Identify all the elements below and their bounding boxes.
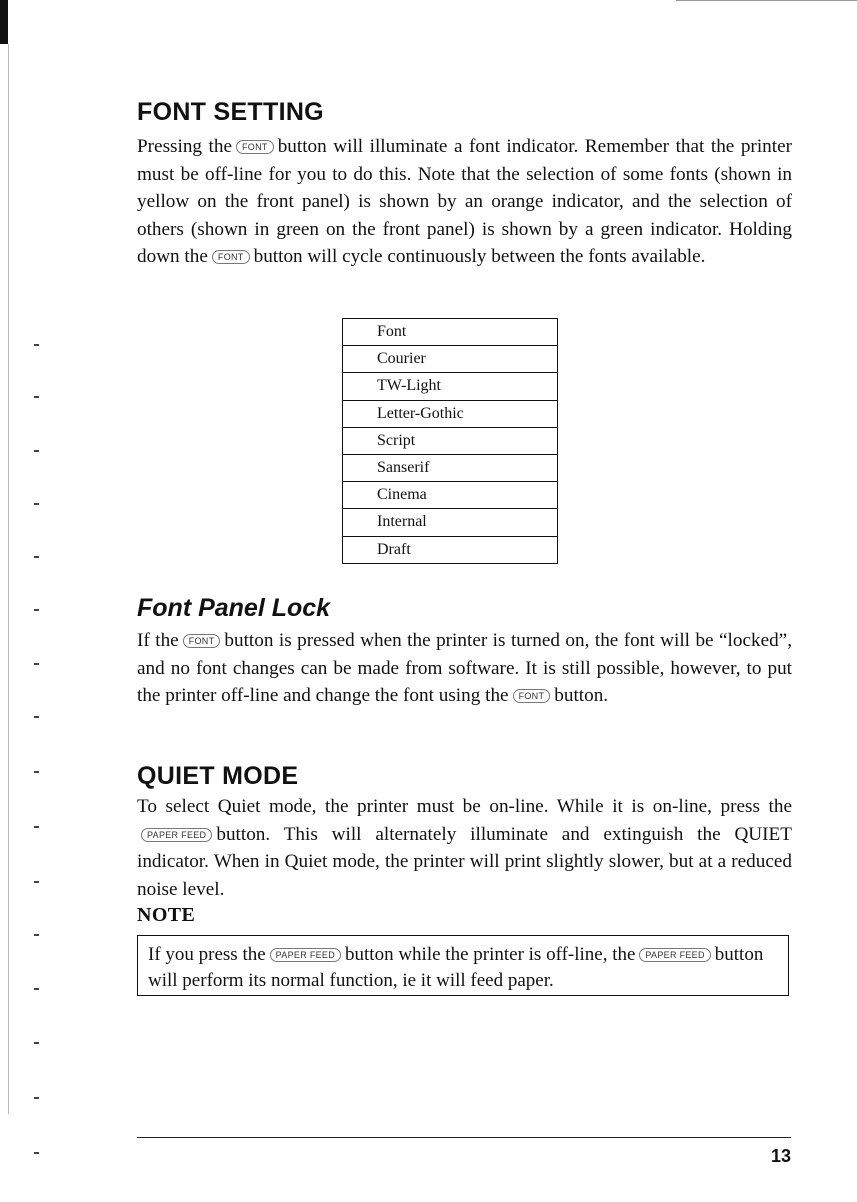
page-number: 13 [770,1146,791,1166]
table-row [343,400,558,427]
paper-feed-key-icon: PAPER FEED [270,948,341,962]
table-row [343,536,558,563]
margin-tick [34,988,39,990]
table-row [343,427,558,454]
margin-tick [34,663,39,665]
font-key-icon: FONT [212,250,250,264]
table-cell: Draft [343,536,558,563]
top-rule [676,0,857,1]
margin-tick [34,1042,39,1044]
margin-tick [34,503,39,505]
margin-tick [34,609,39,611]
margin-tick [34,934,39,936]
table-cell: Internal [343,509,558,536]
font-setting-paragraph: Pressing the FONT button will illuminate a font indicator. Remember that the printer must be off-line for you to do this. Note that the selection of some fonts (shown in yellow on the front panel) is shown by an orange indicator, and the selection of others (shown in green on the front panel) is shown by a green indicator. Holding down the FONT button will cycle continuously between the fonts available. [137,136,792,268]
table-cell: Script [343,427,558,454]
margin-tick [34,556,39,558]
paper-feed-key-icon: PAPER FEED [639,948,710,962]
margin-tick [34,1097,39,1099]
margin-tick [34,826,39,828]
margin-tick [34,450,39,452]
subsection-heading-font-panel-lock: Font Panel Lock [137,594,331,622]
table-row [343,373,558,400]
font-key-icon: FONT [183,634,221,648]
table-cell: TW-Light [343,373,558,400]
margin-tick [34,1152,39,1154]
font-panel-lock-paragraph: If the FONT button is pressed when the printer is turned on, the font will be “locked”, and no font changes can be made from software. It is still possible, however, to put the printer off-line and change the font using the FONT button. [137,630,792,707]
table-row [343,482,558,509]
note-box: If you press the PAPER FEED button while the printer is off-line, the PAPER FEED button will perform its normal function, ie it will feed paper. [137,935,789,996]
margin-tick [34,396,39,398]
font-list-table [342,318,558,564]
table-row [343,509,558,536]
table-cell: Courier [343,346,558,373]
margin-tick [34,344,39,346]
table-cell: Cinema [343,482,558,509]
table-cell: Letter-Gothic [343,400,558,427]
font-key-icon: FONT [236,140,274,154]
note-title: NOTE [137,904,196,926]
margin-tick [34,881,39,883]
margin-tick [34,716,39,718]
font-key-icon: FONT [513,689,551,703]
scan-edge-mark [0,0,8,44]
section-heading-font-setting: FONT SETTING [137,98,324,126]
footer-rule [137,1137,791,1138]
table-row [343,346,558,373]
quiet-mode-paragraph: To select Quiet mode, the printer must be on-line. While it is on-line, press thePAPER FEED button. This will alternately illuminate and extinguish the QUIET indicator. When in Quiet mode, the printer will print slightly slower, but at a reduced noise level. [137,796,792,900]
table-cell: Font [377,323,407,341]
table-row [343,454,558,481]
table-cell: Sanserif [343,454,558,481]
table-row [343,319,558,346]
paper-feed-key-icon: PAPER FEED [141,828,212,842]
section-heading-quiet-mode: QUIET MODE [137,762,299,790]
margin-tick [34,771,39,773]
scan-edge-line [8,44,9,1114]
